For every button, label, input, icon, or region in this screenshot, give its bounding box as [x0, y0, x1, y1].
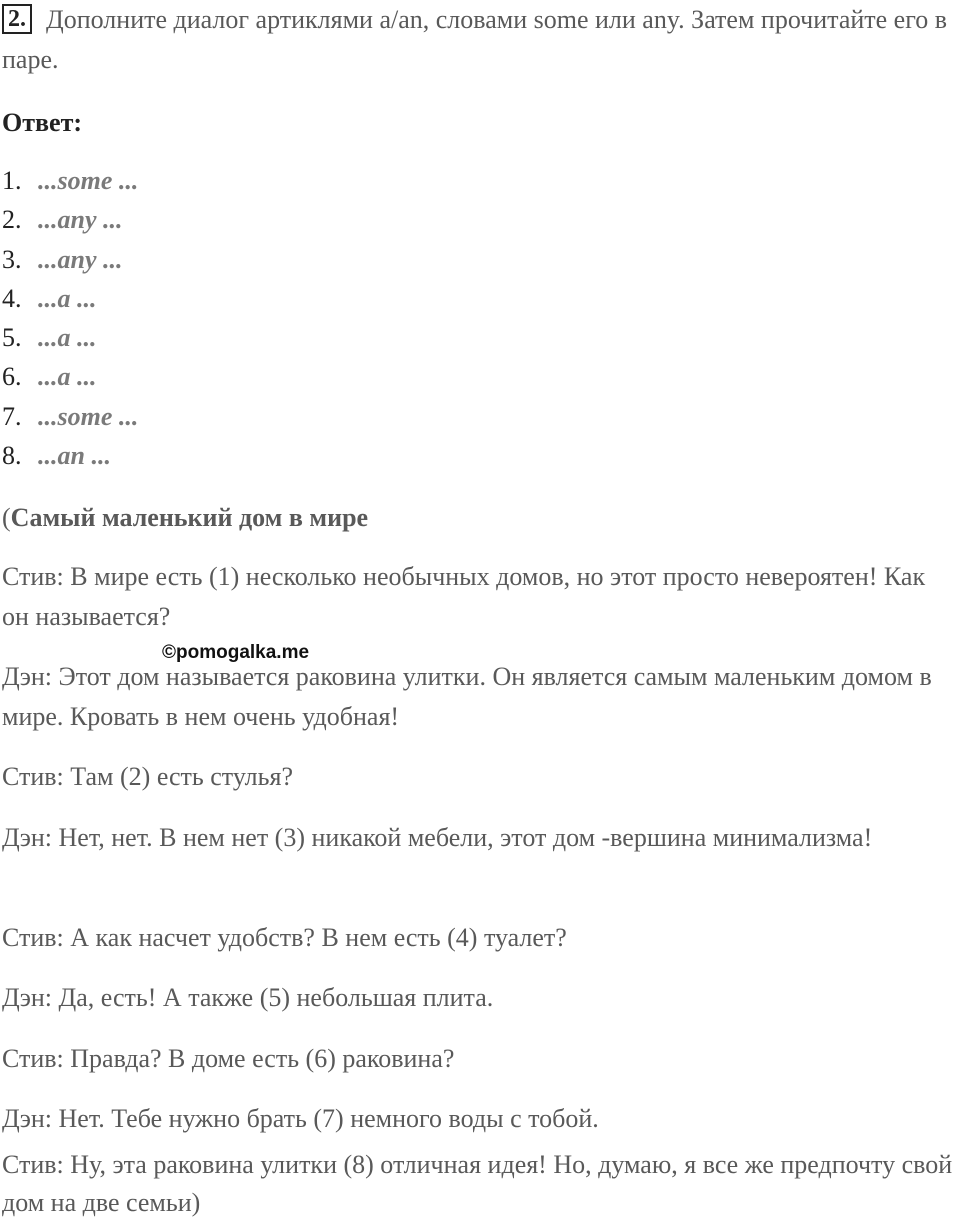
answer-item [2, 279, 138, 318]
answer-value: ...a ... [38, 323, 97, 353]
answer-heading: Ответ: [2, 108, 83, 137]
answer-item [2, 240, 138, 279]
dialog-line: Дэн: Этот дом называется раковина улитки. Он является самым маленьким домом в мире. Кровать в нем очень удобная! [2, 662, 932, 731]
dialog-line: Дэн: Да, есть! А также (5) небольшая плита. [2, 983, 494, 1012]
dialog-line: Стив: Правда? В доме есть (6) раковина? [2, 1044, 455, 1073]
answer-value: ...some ... [38, 166, 139, 195]
dialog-line: Дэн: Нет. Тебе нужно брать (7) немного воды с тобой. [2, 1104, 599, 1133]
answer-value: ...a ... [38, 362, 97, 392]
watermark-text: ©pomogalka.me [162, 642, 310, 663]
answer-number: 8. [2, 441, 22, 471]
answer-number: 4. [2, 283, 22, 313]
answer-value: ...an ... [38, 441, 111, 471]
translation-title-text: Самый маленький дом в мире [10, 503, 369, 532]
dialog-line: Стив: А как насчет удобств? В нем есть (4) туалет? [2, 923, 567, 952]
answer-number: 2. [2, 205, 22, 235]
dialog-line: Стив: Ну, эта раковина улитки (8) отличная идея! Но, думаю, я все же предпочту свой дом на две семьи) [2, 1150, 953, 1217]
task-number-badge: 2. [2, 4, 32, 34]
answer-number: 7. [2, 401, 22, 431]
translation-title [2, 498, 368, 538]
task-instruction [2, 0, 952, 80]
dialog-line: Стив: Там (2) есть стулья? [2, 762, 294, 791]
answer-number: 5. [2, 323, 22, 353]
answer-number: 6. [2, 362, 22, 392]
answer-item [2, 161, 138, 200]
answer-value: ...a ... [38, 283, 97, 313]
dialog-line: Стив: В мире есть (1) несколько необычных домов, но этот просто невероятен! Как он называется? [2, 562, 926, 631]
answer-item [2, 200, 138, 239]
dialog-line: Дэн: Нет, нет. В нем нет (3) никакой мебели, этот дом -вершина минимализма! [2, 823, 873, 852]
task-instruction-text: Дополните диалог артиклями a/an, словами some или any. Затем прочитайте его в паре. [2, 5, 948, 74]
answer-list [2, 161, 138, 475]
answer-item [2, 357, 138, 396]
answer-value: ...any ... [38, 205, 123, 235]
answer-item [2, 397, 138, 436]
answer-item [2, 436, 138, 475]
answer-value: ...some ... [38, 401, 139, 431]
answer-number: 3. [2, 244, 22, 274]
answer-number: 1. [2, 166, 22, 195]
answer-value: ...any ... [38, 244, 123, 274]
translation-open-paren: ( [2, 503, 11, 532]
answer-item [2, 318, 138, 357]
